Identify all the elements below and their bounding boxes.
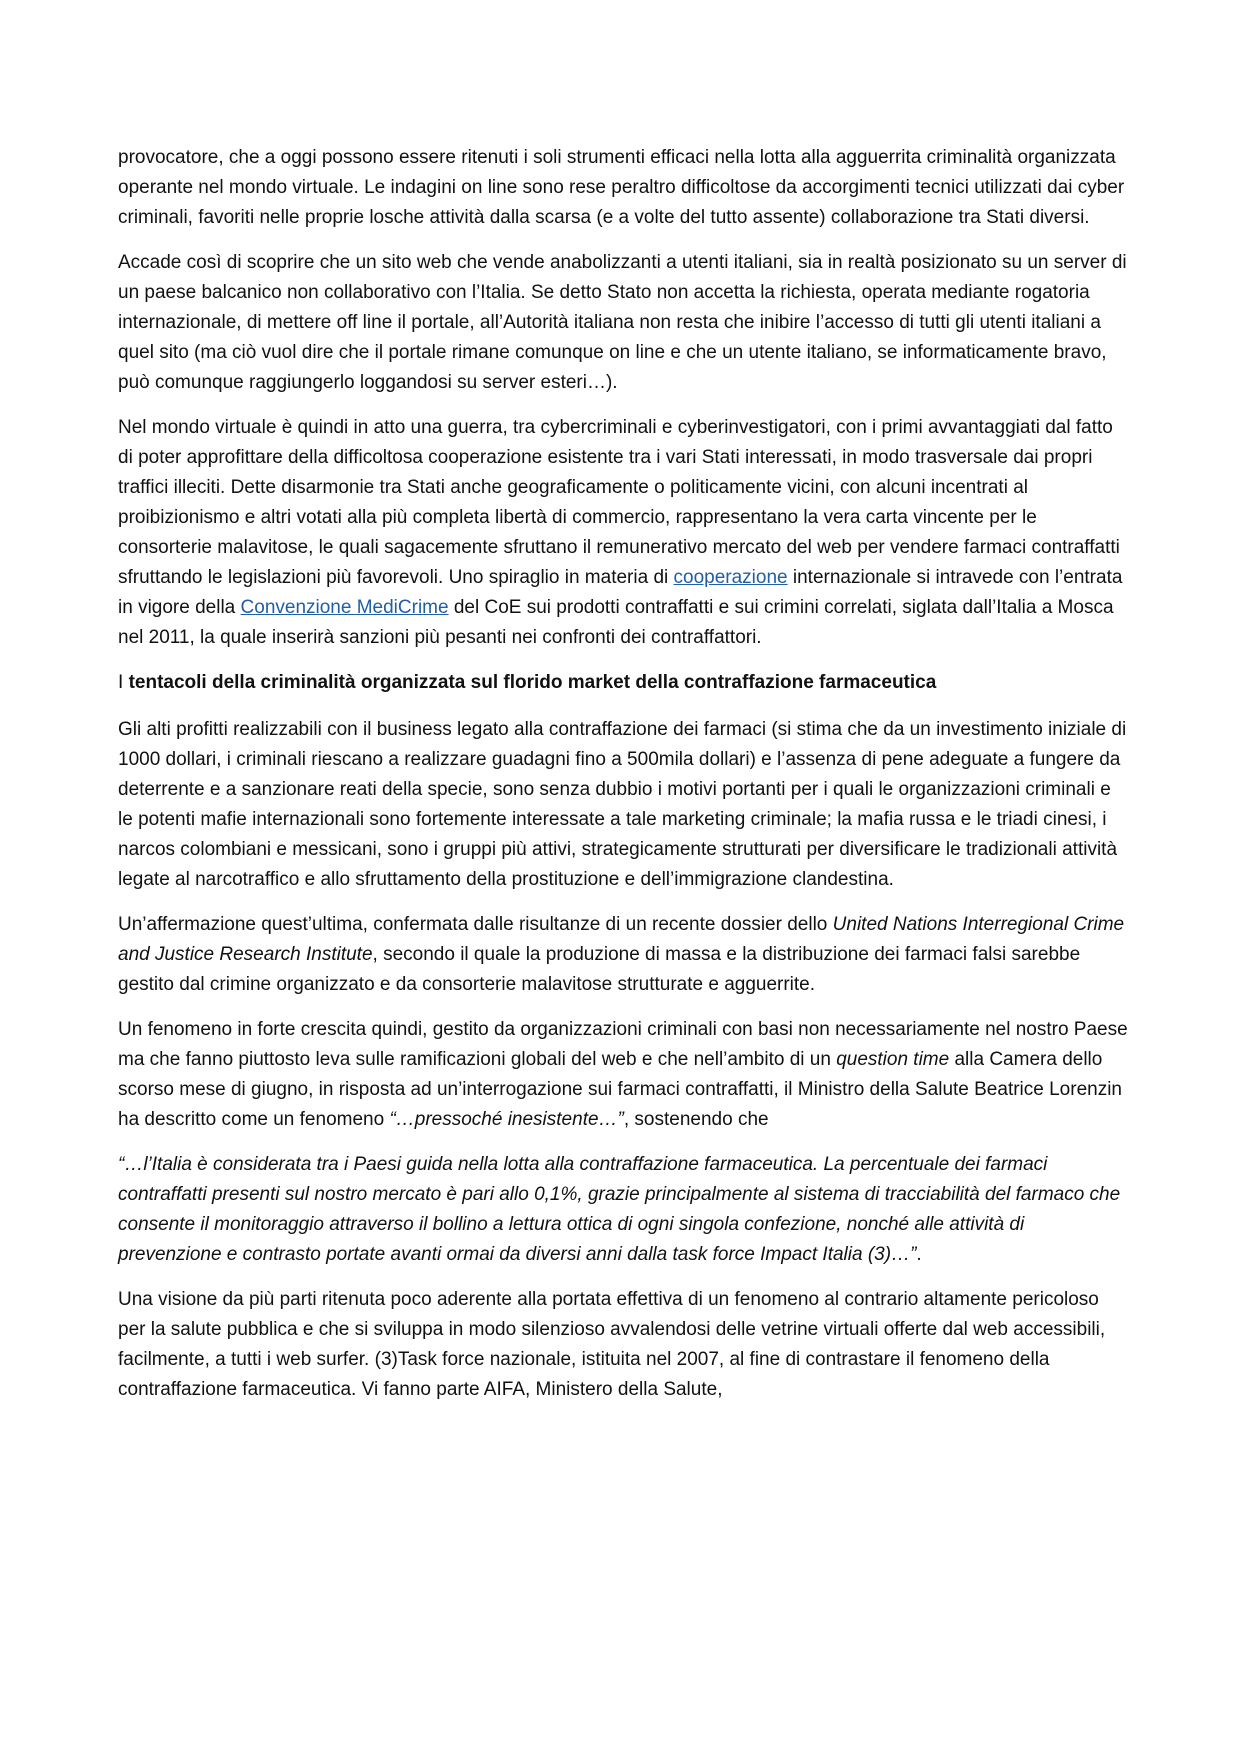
paragraph-5 xyxy=(118,910,1128,1000)
section-heading-bold: tentacoli della criminalità organizzata sul florido market della contraffazione farmaceutica xyxy=(128,672,937,693)
paragraph-5-text-b: , secondo il quale la produzione di massa e la distribuzione dei farmaci falsi sarebbe gestito dal crimine organizzato e da consorterie malavitose strutturate e agguerrite. xyxy=(118,944,1081,995)
paragraph-3-text-b: internazionale si intravede con l’entrata in vigore della xyxy=(118,567,1123,618)
paragraph-6-text-b: alla Camera dello scorso mese di giugno, in risposta ad un’interrogazione sui farmaci contraffatti, il Ministro della Salute Beatrice Lorenzin ha descritto come un fenomeno xyxy=(118,1049,1122,1130)
paragraph-5-text-a: Un’affermazione quest’ultima, confermata dalle risultanze di un recente dossier dello xyxy=(118,914,833,935)
convenzione-medicrime-link[interactable]: Convenzione MediCrime xyxy=(240,597,449,618)
paragraph-6-text-a: Un fenomeno in forte crescita quindi, gestito da organizzazioni criminali con basi non necessariamente nel nostro Paese ma che fanno piuttosto leva sulle ramificazioni globali del web e che nell’ambito di un xyxy=(118,1019,1128,1070)
paragraph-3 xyxy=(118,413,1128,653)
section-heading xyxy=(118,668,1128,698)
document-body xyxy=(118,143,1128,1420)
paragraph-1: provocatore, che a oggi possono essere ritenuti i soli strumenti efficaci nella lotta alla agguerrita criminalità organizzata operante nel mondo virtuale. Le indagini on line sono rese peraltro difficoltose da accorgimenti tecnici utilizzati dai cyber criminali, favoriti nelle proprie losche attività dalla scarsa (e a volte del tutto assente) collaborazione tra Stati diversi. xyxy=(118,147,1125,228)
paragraph-3-text-c: del CoE sui prodotti contraffatti e sui crimini correlati, siglata dall’Italia a Mosca nel 2011, la quale inserirà sanzioni più pesanti nei confronti dei contraffattori. xyxy=(118,597,1114,648)
block-quote xyxy=(118,1150,1128,1270)
paragraph-4: Gli alti profitti realizzabili con il business legato alla contraffazione dei farmaci (si stima che da un investimento iniziale di 1000 dollari, i criminali riescano a realizzare guadagni fino a 500mila dollari) e l’assenza di pene adeguate a fungere da deterrente e a sanzionare reati della specie, sono senza dubbio i motivi portanti per i quali le organizzazioni criminali e le potenti mafie internazionali sono fortemente interessate a tale marketing criminale; la mafia russa e le triadi cinesi, i narcos colombiani e messicani, sono i gruppi più attivi, strategicamente strutturati per diversificare le tradizionali attività legate al narcotraffico e allo sfruttamento della prostituzione e dell’immigrazione clandestina. xyxy=(118,719,1127,890)
section-heading-prefix: I xyxy=(118,672,129,693)
block-quote-tail: . xyxy=(916,1244,922,1265)
question-time-term: question time xyxy=(836,1049,950,1070)
block-quote-text: “…l’Italia è considerata tra i Paesi guida nella lotta alla contraffazione farmaceutica. La percentuale dei farmaci contraffatti presenti sul nostro mercato è pari allo 0,1%, grazie principalmente al sistema di tracciabilità del farmaco che consente il monitoraggio attraverso il bollino a lettura ottica di ogni singola confezione, nonché alle attività di prevenzione e contrasto portate avanti ormai da diversi anni dalla task force Impact Italia (3)…” xyxy=(118,1154,1121,1265)
paragraph-2: Accade così di scoprire che un sito web che vende anabolizzanti a utenti italiani, sia in realtà posizionato su un server di un paese balcanico non collaborativo con l’Italia. Se detto Stato non accetta la richiesta, operata mediante rogatoria internazionale, di mettere off line il portale, all’Autorità italiana non resta che inibire l’accesso di tutti gli utenti italiani a quel sito (ma ciò vuol dire che il portale rimane comunque on line e che un utente italiano, se informaticamente bravo, può comunque raggiungerlo loggandosi su server esteri…). xyxy=(118,252,1127,393)
inline-quote: “…pressoché inesistente…” xyxy=(389,1109,624,1130)
paragraph-6 xyxy=(118,1015,1128,1135)
paragraph-3-text-a: Nel mondo virtuale è quindi in atto una guerra, tra cybercriminali e cyberinvestigatori, con i primi avvantaggiati dal fatto di poter approfittare della difficoltosa cooperazione esistente tra i vari Stati interessati, in modo trasversale dai propri traffici illeciti. Dette disarmonie tra Stati anche geograficamente o politicamente vicini, con alcuni incentrati al proibizionismo e altri votati alla più completa libertà di commercio, rappresentano la vera carta vincente per le consorterie malavitose, le quali sagacemente sfruttano il remunerativo mercato del web per vendere farmaci contraffatti sfruttando le legislazioni più favorevoli. Uno spiraglio in materia di xyxy=(118,417,1120,588)
cooperazione-link[interactable]: cooperazione xyxy=(673,567,788,588)
unicri-name: United Nations Interregional Crime and Justice Research Institute xyxy=(118,914,1125,965)
paragraph-6-text-c: , sostenendo che xyxy=(623,1109,769,1130)
paragraph-7: Una visione da più parti ritenuta poco aderente alla portata effettiva di un fenomeno al contrario altamente pericoloso per la salute pubblica e che si sviluppa in modo silenzioso avvalendosi delle vetrine virtuali offerte dal web accessibili, facilmente, a tutti i web surfer. (3)Task force nazionale, istituita nel 2007, al fine di contrastare il fenomeno della contraffazione farmaceutica. Vi fanno parte AIFA, Ministero della Salute, xyxy=(118,1289,1106,1400)
